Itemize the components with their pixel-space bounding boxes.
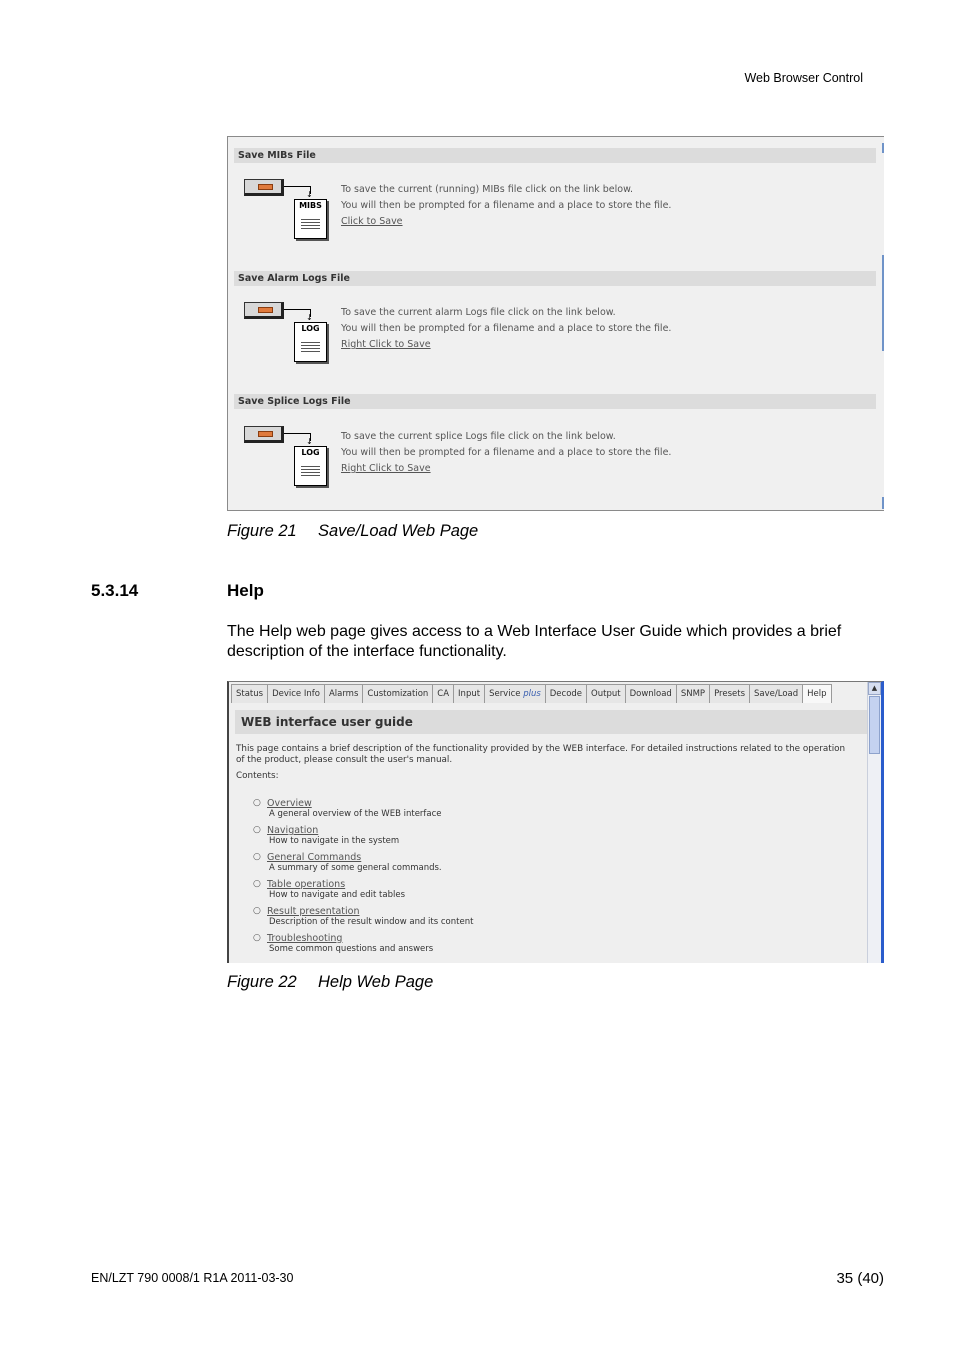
toc-link-navigation[interactable]: Navigation — [267, 825, 319, 836]
guide-title: WEB interface user guide — [235, 710, 867, 734]
save-splice-logs-icon: ↓ LOG — [244, 426, 330, 490]
toc-link-troubleshooting[interactable]: Troubleshooting — [267, 933, 343, 944]
help-screenshot — [227, 681, 884, 963]
figure-22-caption: Figure 22 Help Web Page — [227, 973, 434, 991]
footer-doc-id: EN/LZT 790 0008/1 R1A 2011-03-30 — [91, 1271, 294, 1285]
save-alarm-logs-icon: ↓ LOG — [244, 302, 330, 366]
drive-icon — [244, 426, 284, 443]
click-to-save-link[interactable]: Click to Save — [341, 216, 403, 227]
section-number: 5.3.14 — [91, 581, 139, 600]
contents-list — [253, 798, 813, 960]
drive-icon — [244, 179, 284, 196]
tab-device-info[interactable]: Device Info — [267, 684, 325, 703]
scrollbar-mark — [882, 497, 884, 509]
tab-help[interactable]: Help — [802, 684, 831, 703]
document-icon: LOG — [294, 322, 327, 362]
list-item: ○ General Commands A summary of some general commands. — [253, 852, 442, 873]
list-item: ○ Result presentation Description of the result window and its content — [253, 906, 474, 927]
document-icon: LOG — [294, 446, 327, 486]
save-load-screenshot — [227, 136, 884, 511]
right-click-to-save-link[interactable]: Right Click to Save — [341, 339, 431, 350]
tab-snmp[interactable]: SNMP — [676, 684, 710, 703]
list-item: ○ Navigation How to navigate in the system — [253, 825, 400, 846]
bullet-icon: ○ — [253, 906, 261, 916]
figure-21-caption: Figure 21 Save/Load Web Page — [227, 522, 479, 540]
drive-icon — [244, 302, 284, 319]
section-header-mibs: Save MIBs File — [234, 148, 876, 163]
section-title: Help — [227, 581, 264, 600]
toc-link-result-presentation[interactable]: Result presentation — [267, 906, 360, 917]
running-header: Web Browser Control — [744, 71, 863, 85]
footer-date: 2011-03-30 — [230, 1271, 294, 1285]
section-header-alarm-logs: Save Alarm Logs File — [234, 271, 876, 286]
bullet-icon: ○ — [253, 933, 261, 943]
save-alarm-logs-text: To save the current alarm Logs file click on the link below. You will then be prompted for a filename and a place to store the file. Right Click to Save — [341, 305, 671, 353]
tab-status[interactable]: Status — [231, 684, 268, 703]
vertical-scrollbar[interactable] — [867, 682, 881, 963]
tab-input[interactable]: Input — [453, 684, 485, 703]
bullet-icon: ○ — [253, 798, 261, 808]
guide-intro: This page contains a brief description of the functionality provided by the WEB interface. For detailed instructions related to the operation of the product, please consult the user's manual. — [236, 744, 846, 765]
scrollbar-mark — [882, 143, 884, 153]
toc-link-general-commands[interactable]: General Commands — [267, 852, 362, 863]
save-splice-logs-text: To save the current splice Logs file click on the link below. You will then be prompted for a filename and a place to store the file. Right Click to Save — [341, 429, 671, 477]
bullet-icon: ○ — [253, 879, 261, 889]
tab-decode[interactable]: Decode — [545, 684, 587, 703]
list-item: ○ Troubleshooting Some common questions and answers — [253, 933, 434, 954]
document-icon: MIBS — [294, 199, 327, 239]
list-item: ○ Overview A general overview of the WEB interface — [253, 798, 442, 819]
bullet-icon: ○ — [253, 825, 261, 835]
tab-bar — [231, 684, 831, 702]
scroll-up-arrow-icon[interactable]: ▲ — [868, 682, 881, 695]
scroll-thumb[interactable] — [869, 696, 880, 754]
tab-download[interactable]: Download — [625, 684, 677, 703]
tab-alarms[interactable]: Alarms — [324, 684, 363, 703]
tab-customization[interactable]: Customization — [362, 684, 433, 703]
toc-link-overview[interactable]: Overview — [267, 798, 312, 809]
scrollbar-mark — [882, 255, 884, 351]
tab-service-plus[interactable]: Service plus — [484, 684, 546, 703]
toc-link-table-operations[interactable]: Table operations — [267, 879, 346, 890]
tab-save-load[interactable]: Save/Load — [749, 684, 803, 703]
tab-output[interactable]: Output — [586, 684, 626, 703]
tab-ca[interactable]: CA — [432, 684, 454, 703]
tab-presets[interactable]: Presets — [709, 684, 750, 703]
list-item: ○ Table operations How to navigate and edit tables — [253, 879, 406, 900]
save-mibs-text: To save the current (running) MIBs file click on the link below. You will then be prompted for a filename and a place to store the file. Click to Save — [341, 182, 671, 230]
bullet-icon: ○ — [253, 852, 261, 862]
save-mibs-icon: ↓ MIBS — [244, 179, 330, 243]
page-number: 35 (40) — [836, 1270, 884, 1287]
section-header-splice-logs: Save Splice Logs File — [234, 394, 876, 409]
body-paragraph: The Help web page gives access to a Web Interface User Guide which provides a brief description of the interface functionality. — [227, 623, 842, 660]
contents-label: Contents: — [236, 771, 279, 781]
right-click-to-save-link[interactable]: Right Click to Save — [341, 463, 431, 474]
